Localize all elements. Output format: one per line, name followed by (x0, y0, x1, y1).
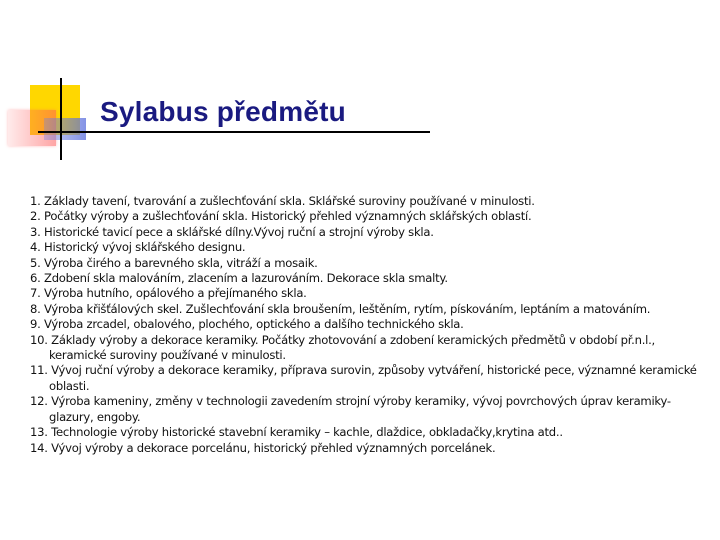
syllabus-item: 5. Výroba čirého a barevného skla, vitráží a mosaik. (30, 255, 318, 270)
syllabus-item: 3. Historické tavicí pece a sklářské dílny.Vývoj ruční a strojní výroby skla. (30, 224, 434, 239)
syllabus-item: 10. Základy výroby a dekorace keramiky. Počátky zhotovování a zdobení keramických předmětů v období př.n.l., keramické suroviny používané v minulosti. (30, 332, 655, 363)
syllabus-item: 14. Vývoj výroby a dekorace porcelánu, historický přehled významných porcelánek. (30, 440, 496, 455)
syllabus-item: 8. Výroba křišťálových skel. Zušlechťování skla broušením, leštěním, rytím, pískováním, leptáním a matováním. (30, 301, 651, 316)
slide-title: Sylabus předmětu (100, 96, 346, 127)
syllabus-item: 2. Počátky výroby a zušlechťování skla. Historický přehled významných sklářských oblastí. (30, 209, 532, 224)
syllabus-item: 6. Zdobení skla malováním, zlacením a lazurováním. Dekorace skla smalty. (30, 271, 448, 286)
syllabus-item: 11. Vývoj ruční výroby a dekorace keramiky, příprava surovin, způsoby vytváření, historické pece, významné keramické oblasti. (30, 363, 697, 393)
syllabus-list (30, 194, 714, 456)
syllabus-item: 9. Výroba zrcadel, obalového, plochého, optického a dalšího technického skla. (30, 317, 464, 332)
decorative-squares (0, 0, 100, 170)
syllabus-item: 12. Výroba kameniny, změny v technologii zavedením strojní výroby keramiky, vývoj povrchových úprav keramiky- glazury, engoby. (30, 394, 671, 424)
syllabus-item: 4. Historický vývoj sklářského designu. (30, 240, 246, 255)
title-underline (38, 131, 430, 133)
syllabus-item: 13. Technologie výroby historické stavební keramiky – kachle, dlaždice, obkladačky,krytina atd.. (30, 425, 563, 440)
syllabus-item: 1. Základy tavení, tvarování a zušlechťování skla. Sklářské suroviny používané v minulosti. (30, 194, 535, 208)
blue-square (44, 118, 86, 140)
vertical-rule (60, 78, 62, 160)
syllabus-item: 7. Výroba hutního, opálového a přejímaného skla. (30, 286, 307, 301)
